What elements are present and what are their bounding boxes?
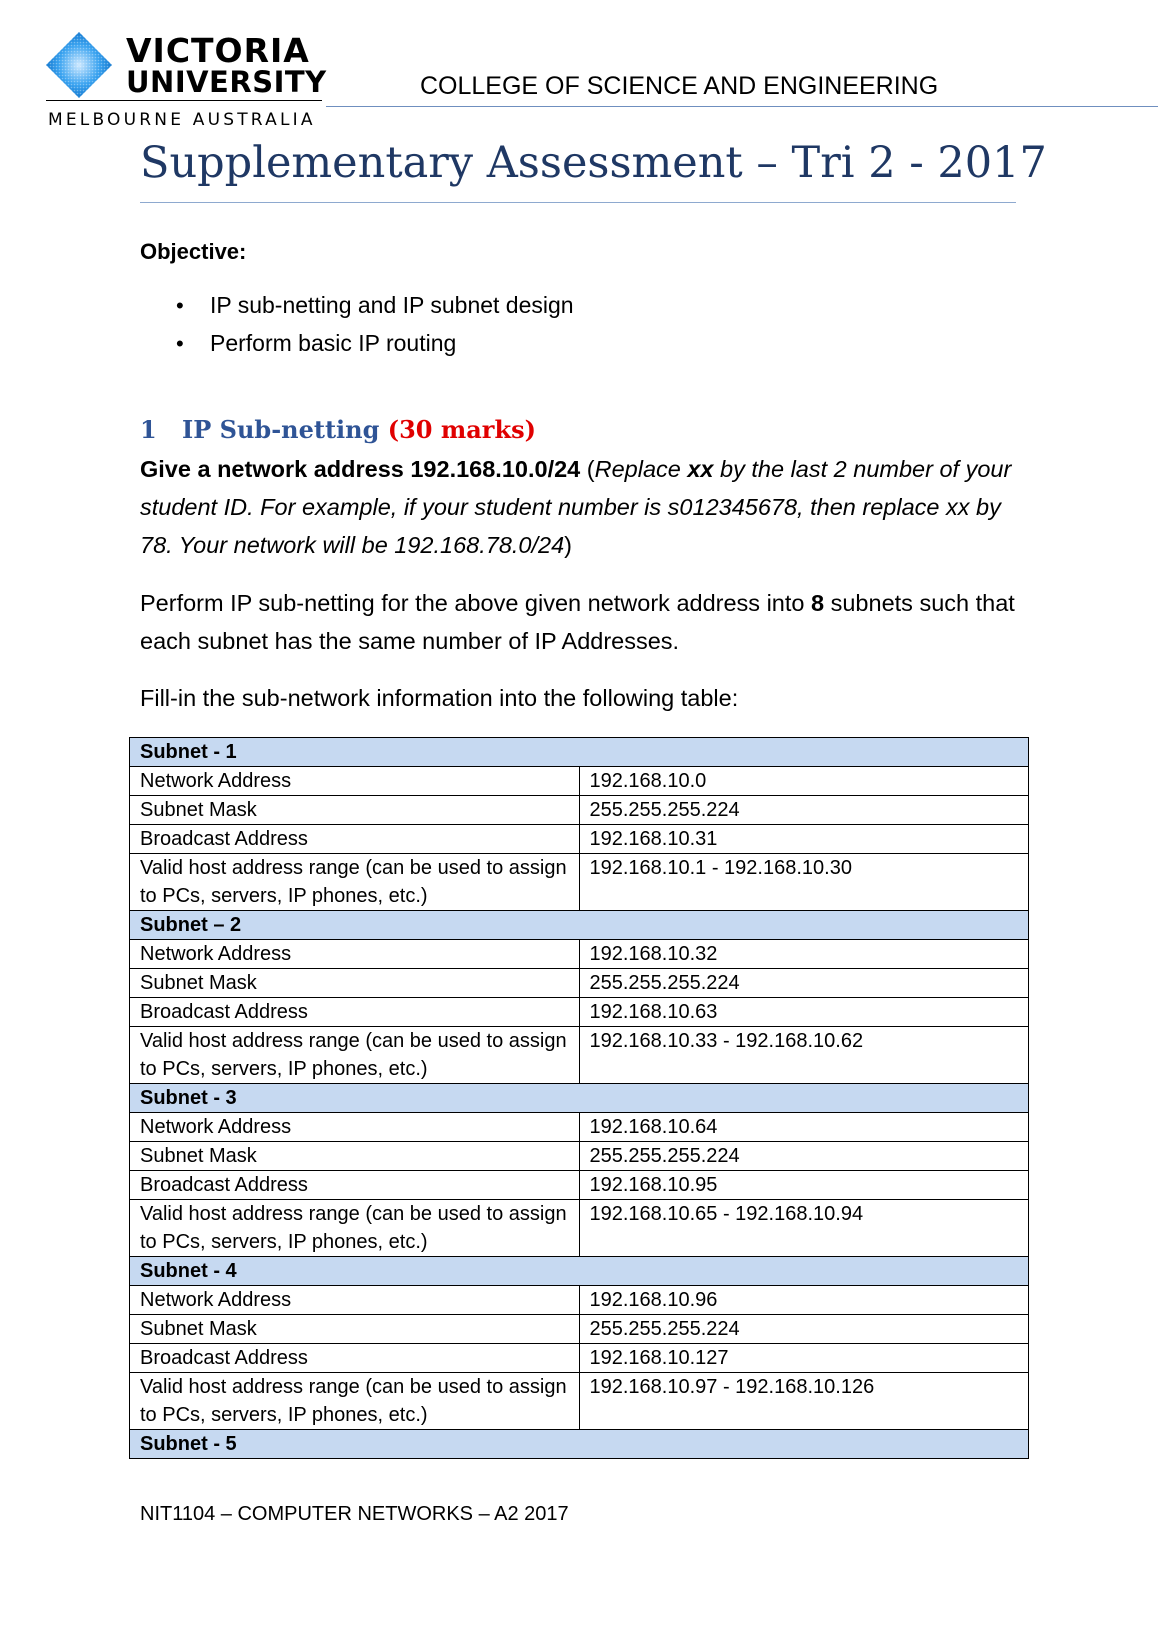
label-cell: Subnet Mask [130,796,580,825]
value-cell: 192.168.10.63 [579,998,1029,1027]
page-footer: NIT1104 – COMPUTER NETWORKS – A2 2017 [140,1503,569,1525]
table-row [130,998,1029,1027]
label-cell: Subnet Mask [130,969,580,998]
value-cell: 192.168.10.127 [579,1344,1029,1373]
table-row [130,796,1029,825]
replace-note-b: by the last 2 number of your student ID. For example, if your student number is s012345678, then replace xx by 78. Your network will be 192.168.78.0/24 [140,456,1012,558]
value-cell: 255.255.255.224 [579,796,1029,825]
section-title: IP Sub-netting [182,415,380,444]
table-row [130,911,1029,940]
section-marks: (30 marks) [387,415,536,444]
value-cell: 255.255.255.224 [579,1142,1029,1171]
bullet-icon: • [176,331,184,356]
label-cell: Broadcast Address [130,825,580,854]
label-cell: Broadcast Address [130,1171,580,1200]
table-instruction: Fill-in the sub-network information into the following table: [140,685,739,711]
label-cell: Subnet Mask [130,1142,580,1171]
label-cell: Broadcast Address [130,1344,580,1373]
subnet-header: Subnet - 4 [130,1257,1029,1286]
table-row [130,1142,1029,1171]
table-row [130,1200,1029,1257]
section-number: 1 [140,415,157,444]
logo-victoria-text: VICTORIA [126,31,310,70]
replace-note-a: Replace [594,456,688,482]
objective-item-text: Perform basic IP routing [210,330,457,356]
value-cell: 192.168.10.0 [579,767,1029,796]
table-row [130,1430,1029,1459]
paren-close: ) [564,532,572,558]
logo-university-text: UNIVERSITY [126,65,327,99]
value-cell: 255.255.255.224 [579,1315,1029,1344]
subnet-header: Subnet - 5 [130,1430,1029,1459]
objective-item-text: IP sub-netting and IP subnet design [210,292,574,318]
label-cell: Valid host address range (can be used to assign to PCs, servers, IP phones, etc.) [130,1200,580,1257]
table-row [130,1286,1029,1315]
table-row [130,940,1029,969]
value-cell: 192.168.10.31 [579,825,1029,854]
label-cell: Network Address [130,1286,580,1315]
subnet-instruction-b: subnets such that each subnet has the same number of IP Addresses. [140,590,1015,654]
label-cell: Valid host address range (can be used to assign to PCs, servers, IP phones, etc.) [130,854,580,911]
title-underline [140,202,1016,203]
network-address-text: Give a network address 192.168.10.0/24 [140,456,581,482]
label-cell: Broadcast Address [130,998,580,1027]
paren-open: ( [580,456,595,482]
value-cell: 192.168.10.97 - 192.168.10.126 [579,1373,1029,1430]
value-cell: 192.168.10.64 [579,1113,1029,1142]
objective-list [176,294,574,370]
label-cell: Network Address [130,940,580,969]
value-cell: 192.168.10.95 [579,1171,1029,1200]
subnet-header: Subnet – 2 [130,911,1029,940]
subnet-table [129,737,1029,1459]
table-row [130,738,1029,767]
table-row [130,1027,1029,1084]
value-cell: 192.168.10.96 [579,1286,1029,1315]
value-cell: 255.255.255.224 [579,969,1029,998]
replace-note-xx: xx [687,456,714,482]
label-cell: Network Address [130,1113,580,1142]
value-cell: 192.168.10.32 [579,940,1029,969]
table-row [130,1084,1029,1113]
logo-divider [46,100,322,101]
table-row [130,1171,1029,1200]
subnet-instruction-a: Perform IP sub-netting for the above given network address into [140,590,811,616]
label-cell: Valid host address range (can be used to assign to PCs, servers, IP phones, etc.) [130,1027,580,1084]
table-row [130,1113,1029,1142]
college-name: COLLEGE OF SCIENCE AND ENGINEERING [420,72,939,100]
university-logo [46,30,326,136]
section-heading [140,415,536,444]
value-cell: 192.168.10.1 - 192.168.10.30 [579,854,1029,911]
table-row [130,1344,1029,1373]
list-item [176,332,574,370]
table-row [130,767,1029,796]
subnet-header: Subnet - 1 [130,738,1029,767]
label-cell: Subnet Mask [130,1315,580,1344]
label-cell: Valid host address range (can be used to assign to PCs, servers, IP phones, etc.) [130,1373,580,1430]
list-item [176,294,574,332]
logo-location-text: MELBOURNE AUSTRALIA [48,110,316,130]
table-row [130,1315,1029,1344]
logo-diamond-icon [46,32,112,98]
value-cell: 192.168.10.33 - 192.168.10.62 [579,1027,1029,1084]
instruction-paragraph [140,450,1020,564]
table-row [130,825,1029,854]
table-row [130,1257,1029,1286]
bullet-icon: • [176,293,184,318]
subnet-count: 8 [811,590,825,616]
subnet-header: Subnet - 3 [130,1084,1029,1113]
table-row [130,969,1029,998]
table-row [130,854,1029,911]
objective-label: Objective: [140,239,247,264]
page-title: Supplementary Assessment – Tri 2 - 2017 [140,138,1047,188]
value-cell: 192.168.10.65 - 192.168.10.94 [579,1200,1029,1257]
table-row [130,1373,1029,1430]
subnet-instruction [140,584,1020,660]
label-cell: Network Address [130,767,580,796]
header-divider [326,106,1158,107]
